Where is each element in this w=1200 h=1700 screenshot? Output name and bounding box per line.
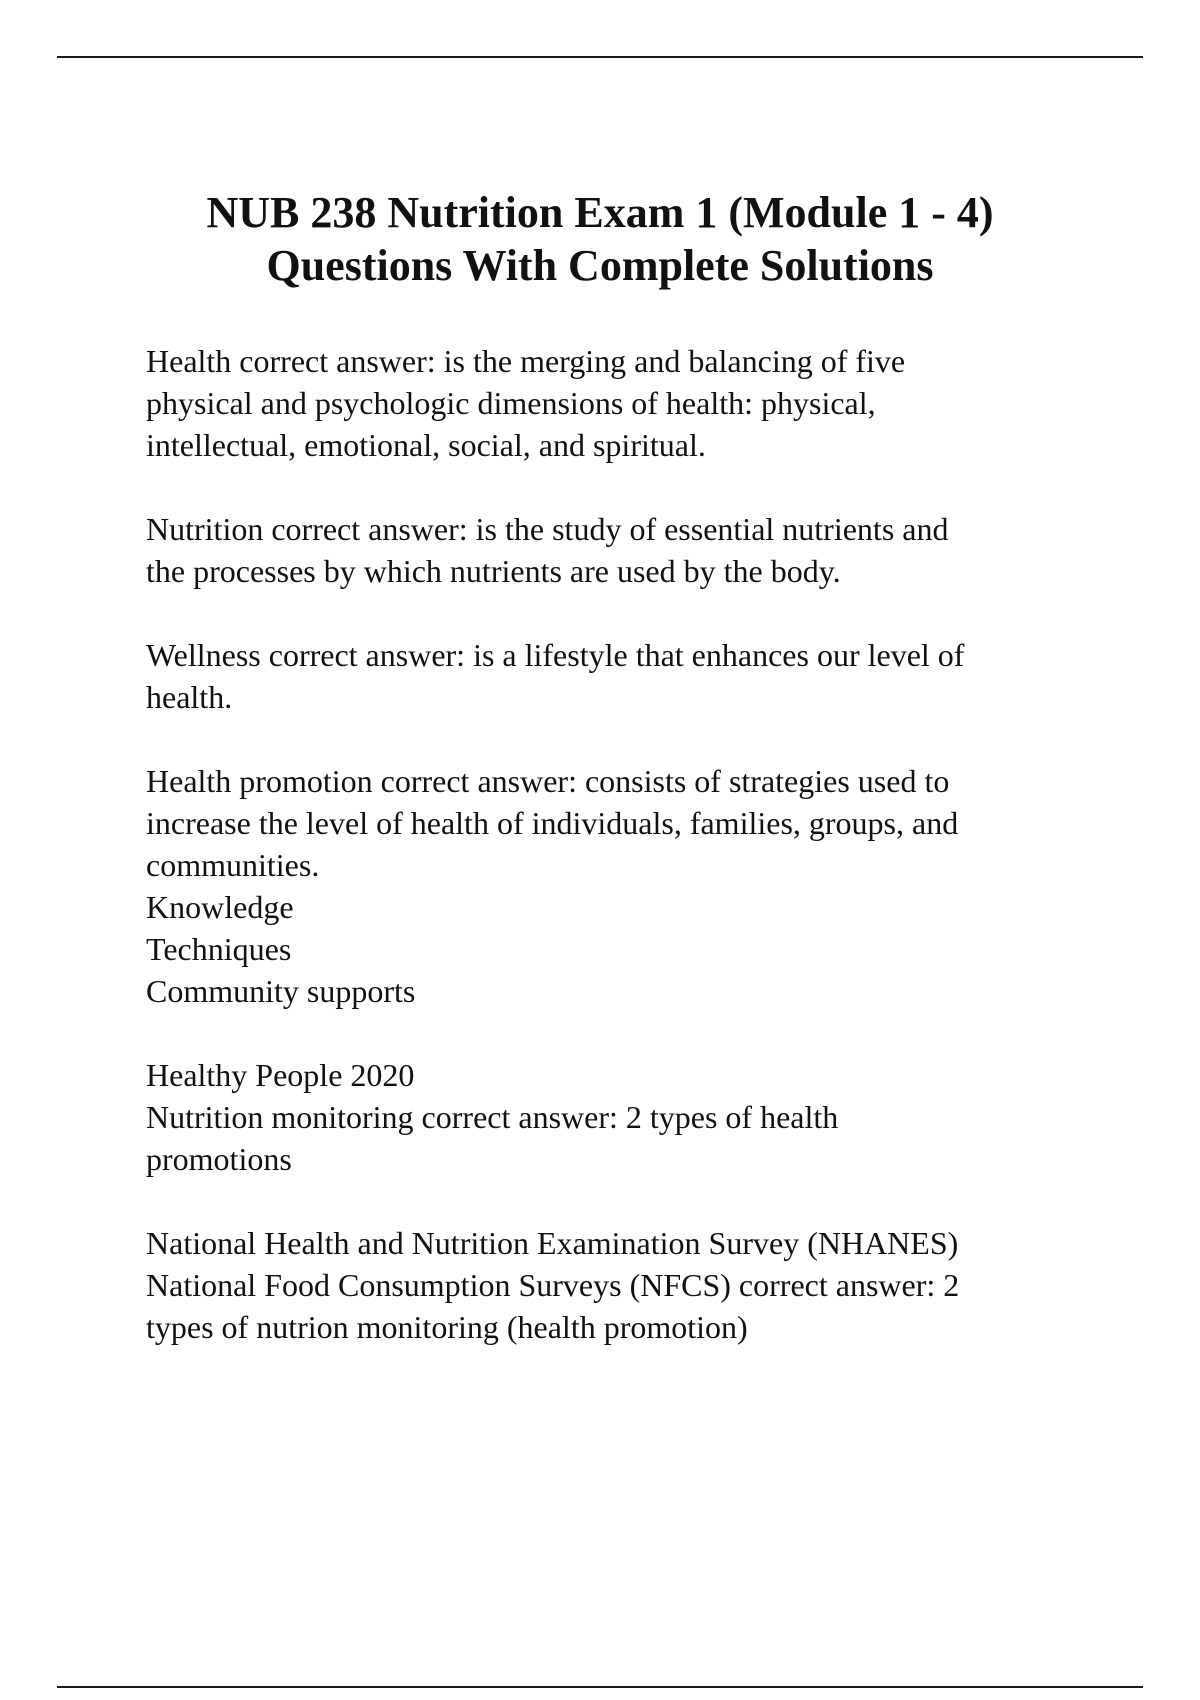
text-line: intellectual, emotional, social, and spiritual. — [146, 427, 706, 463]
text-line: Health promotion correct answer: consists of strategies used to — [146, 763, 950, 799]
text-line: National Food Consumption Surveys (NFCS) correct answer: 2 — [146, 1267, 960, 1303]
qa-entry-health-promotion — [146, 760, 1106, 1012]
text-line: National Health and Nutrition Examination Survey (NHANES) — [146, 1225, 959, 1261]
text-line: Nutrition monitoring correct answer: 2 types of health — [146, 1099, 839, 1135]
top-divider — [57, 56, 1143, 58]
text-line: Wellness correct answer: is a lifestyle that enhances our level of — [146, 637, 965, 673]
text-line: types of nutrion monitoring (health promotion) — [146, 1309, 748, 1345]
text-line: the processes by which nutrients are used by the body. — [146, 553, 841, 589]
text-line: increase the level of health of individuals, families, groups, and — [146, 805, 959, 841]
text-line: Community supports — [146, 973, 416, 1009]
title-line: NUB 238 Nutrition Exam 1 (Module 1 - 4) — [206, 188, 994, 237]
qa-entry-nutrition-monitoring — [146, 1054, 1106, 1180]
text-line: Healthy People 2020 — [146, 1057, 415, 1093]
text-line: Nutrition correct answer: is the study of essential nutrients and — [146, 511, 949, 547]
qa-entry-nutrition — [146, 508, 1106, 592]
text-line: promotions — [146, 1141, 292, 1177]
qa-entry-surveys — [146, 1222, 1106, 1348]
page-title — [100, 186, 1100, 292]
text-line: physical and psychologic dimensions of health: physical, — [146, 385, 876, 421]
bottom-divider — [57, 1686, 1143, 1688]
text-line: Health correct answer: is the merging and balancing of five — [146, 343, 906, 379]
text-line: communities. — [146, 847, 320, 883]
qa-entry-wellness — [146, 634, 1106, 718]
document-body — [146, 340, 1106, 1390]
text-line: Knowledge — [146, 889, 294, 925]
title-line: Questions With Complete Solutions — [266, 241, 934, 290]
qa-entry-health — [146, 340, 1106, 466]
text-line: Techniques — [146, 931, 292, 967]
text-line: health. — [146, 679, 233, 715]
